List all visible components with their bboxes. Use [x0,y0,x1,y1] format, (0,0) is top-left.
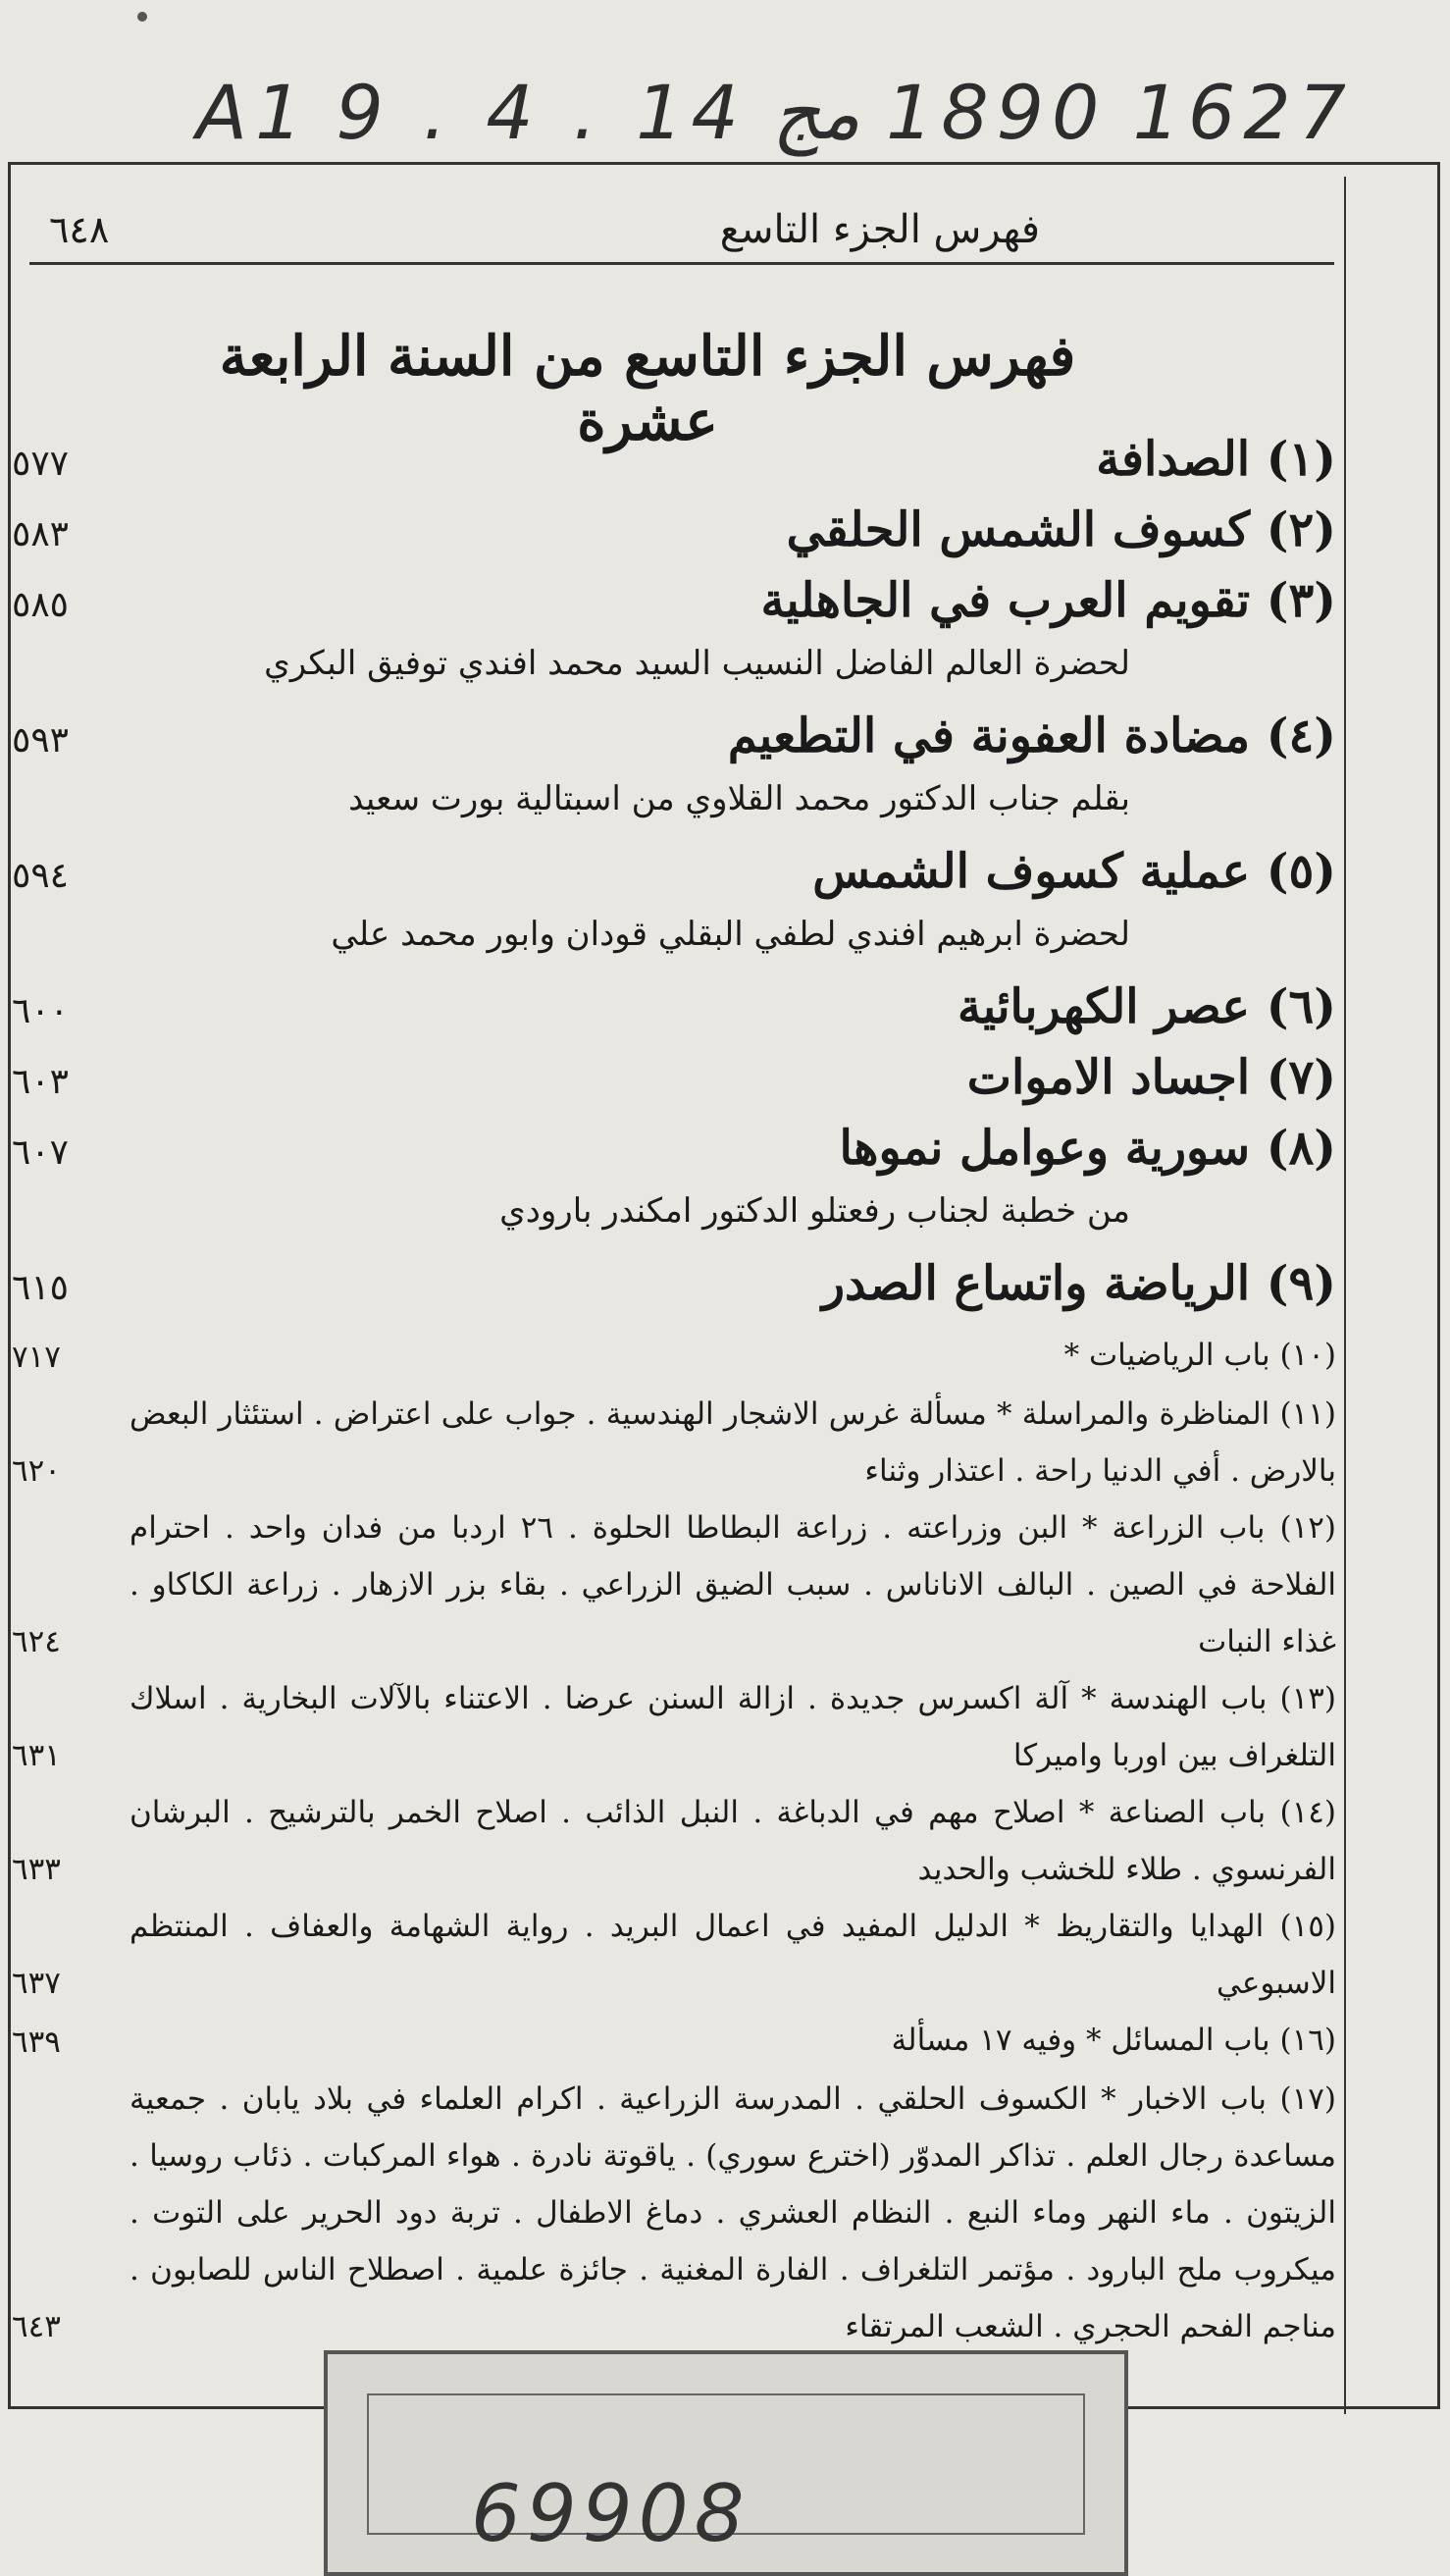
toc-entry [12,432,1336,502]
toc-entry-title: (٨) سورية وعوامل نموها [839,1121,1336,1176]
toc-entry [12,979,1336,1050]
handwritten-part: 9 . 4 . 14 [336,69,747,156]
toc-section-entry [12,1327,1336,1386]
toc-entry-title: (٣) تقويم العرب في الجاهلية [760,573,1336,628]
toc-section-entry [12,1898,1336,2012]
toc-entry [12,1256,1336,1327]
toc-entry [12,573,1336,644]
index-title: فهرس الجزء التاسع من السنة الرابعة عشرة [219,324,1076,453]
toc-section-page: ٦٤٣ [12,2309,61,2344]
toc-section-page: ٦٣٣ [12,1852,61,1887]
toc-entry-page: ٦١٥ [12,1268,70,1308]
toc-section-text: (١١) المناظرة والمراسلة * مسألة غرس الاشجار الهندسية . جواب على اعتراض . استئثار البعض بالارض . أفي الدنيا راحة . اعتذار وثناء [129,1396,1336,1489]
toc-entry-page: ٦٠٧ [12,1132,70,1173]
running-title: فهرس الجزء التاسع [719,206,1040,252]
toc-section-text: (١٢) باب الزراعة * البن وزراعته . زراعة البطاطا الحلوة . ٢٦ اردبا من فدان واحد . احترام الفلاحة في الصين . البالف الاناناس . سبب الضيق الزراعي . بقاء بزر الازهار . زراعة الكاكاو . غذاء النبات [129,1510,1336,1659]
toc-entry-author: بقلم جناب الدكتور محمد القلاوي من اسبتالية بورت سعيد [348,779,1130,818]
toc-section-entry [12,1784,1336,1898]
toc-entry [12,1050,1336,1121]
library-stamp-number: 69908 [471,2468,751,2559]
toc-entry-page: ٥٩٣ [12,720,70,761]
page-inner-rule [1344,177,1346,2414]
toc-section-text: (١٧) باب الاخبار * الكسوف الحلقي . المدرسة الزراعية . اكرام العلماء في بلاد يابان . جمعية مساعدة رجال العلم . تذاكر المدوّر (اخترع سوري) . ياقوتة نادرة . هواء المركبات . ذئاب روسيا . الزيتون . ماء النهر وماء النبع . النظام العشري . دماغ الاطفال . تربة دود الحرير على التوت . ميكروب ملح البارود . مؤتمر التلغراف . الفارة المغنية . جائزة علمية . اصطلاح الناس للصابون . مناجم الفحم الحجري . الشعب المرتقاء [129,2081,1336,2344]
table-of-contents [12,432,1336,2355]
toc-section-page: ٦٣١ [12,1738,61,1773]
page-number: ٦٤٨ [49,207,110,251]
toc-entry-page: ٥٨٣ [12,514,70,554]
toc-section-text: (١٠) باب الرياضيات * [1063,1338,1336,1373]
toc-section-entry [12,1499,1336,1670]
ink-speck [137,12,147,22]
toc-entry-page: ٥٩٤ [12,856,70,896]
toc-entry [12,844,1336,915]
toc-entry-title: (١) الصدافة [1096,432,1336,487]
toc-entry-title: (٧) اجساد الاموات [966,1050,1336,1105]
toc-section-page: ٦٢٤ [12,1624,61,1659]
toc-entry-page: ٦٠٣ [12,1062,70,1102]
toc-entry-title: (٥) عملية كسوف الشمس [812,844,1336,899]
toc-section-text: (١٤) باب الصناعة * اصلاح مهم في الدباغة . النبل الذائب . اصلاح الخمر بالترشيح . البرشان الفرنسوي . طلاء للخشب والحديد [129,1795,1336,1887]
toc-section-page: ٦٣٩ [12,2024,61,2060]
toc-entry-title: (٢) كسوف الشمس الحلقي [786,502,1336,557]
toc-entry-page: ٥٨٥ [12,585,70,625]
toc-entry-page: ٦٠٠ [12,991,70,1031]
toc-entry [12,709,1336,779]
toc-section-page: ٦٣٧ [12,1966,61,2001]
handwritten-part: 1627 [1132,69,1354,156]
toc-section-text: (١٦) باب المسائل * وفيه ١٧ مسألة [891,2023,1336,2058]
toc-section-entry [12,1386,1336,1499]
toc-section-page: ٦٢٠ [12,1453,61,1489]
toc-section-entry [12,1670,1336,1784]
page-header [29,196,1334,265]
toc-section-entry [12,2012,1336,2071]
toc-entry-author: لحضرة ابرهيم افندي لطفي البقلي قودان وابور محمد علي [331,915,1130,954]
handwritten-part: A1 [196,69,311,156]
toc-section-text: (١٥) الهدايا والتقاريظ * الدليل المفيد في اعمال البريد . رواية الشهامة والعفاف . المنتظم الاسبوعي [129,1909,1336,2001]
toc-entry-author: من خطبة لجناب رفعتلو الدكتور امكندر بارودي [499,1191,1130,1231]
handwritten-part: مج [772,69,860,156]
toc-entry-title: (٦) عصر الكهربائية [957,979,1336,1034]
toc-entry-title: (٤) مضادة العفونة في التطعيم [727,709,1336,763]
toc-entry-title: (٩) الرياضة واتساع الصدر [821,1256,1336,1311]
toc-section-text: (١٣) باب الهندسة * آلة اكسرس جديدة . ازالة السنن عرضا . الاعتناء بالآلات البخارية . اسلاك التلغراف بين اوربا واميركا [129,1681,1336,1773]
toc-entry [12,502,1336,573]
toc-entry-author: لحضرة العالم الفاضل النسيب السيد محمد افندي توفيق البكري [264,644,1130,683]
toc-entry [12,1121,1336,1191]
handwritten-part: 1890 [885,69,1108,156]
toc-entry-page: ٥٧٧ [12,444,70,484]
toc-section-page: ٧١٧ [12,1340,61,1375]
handwritten-catalog-reference [196,69,1354,156]
toc-section-entry [12,2071,1336,2355]
